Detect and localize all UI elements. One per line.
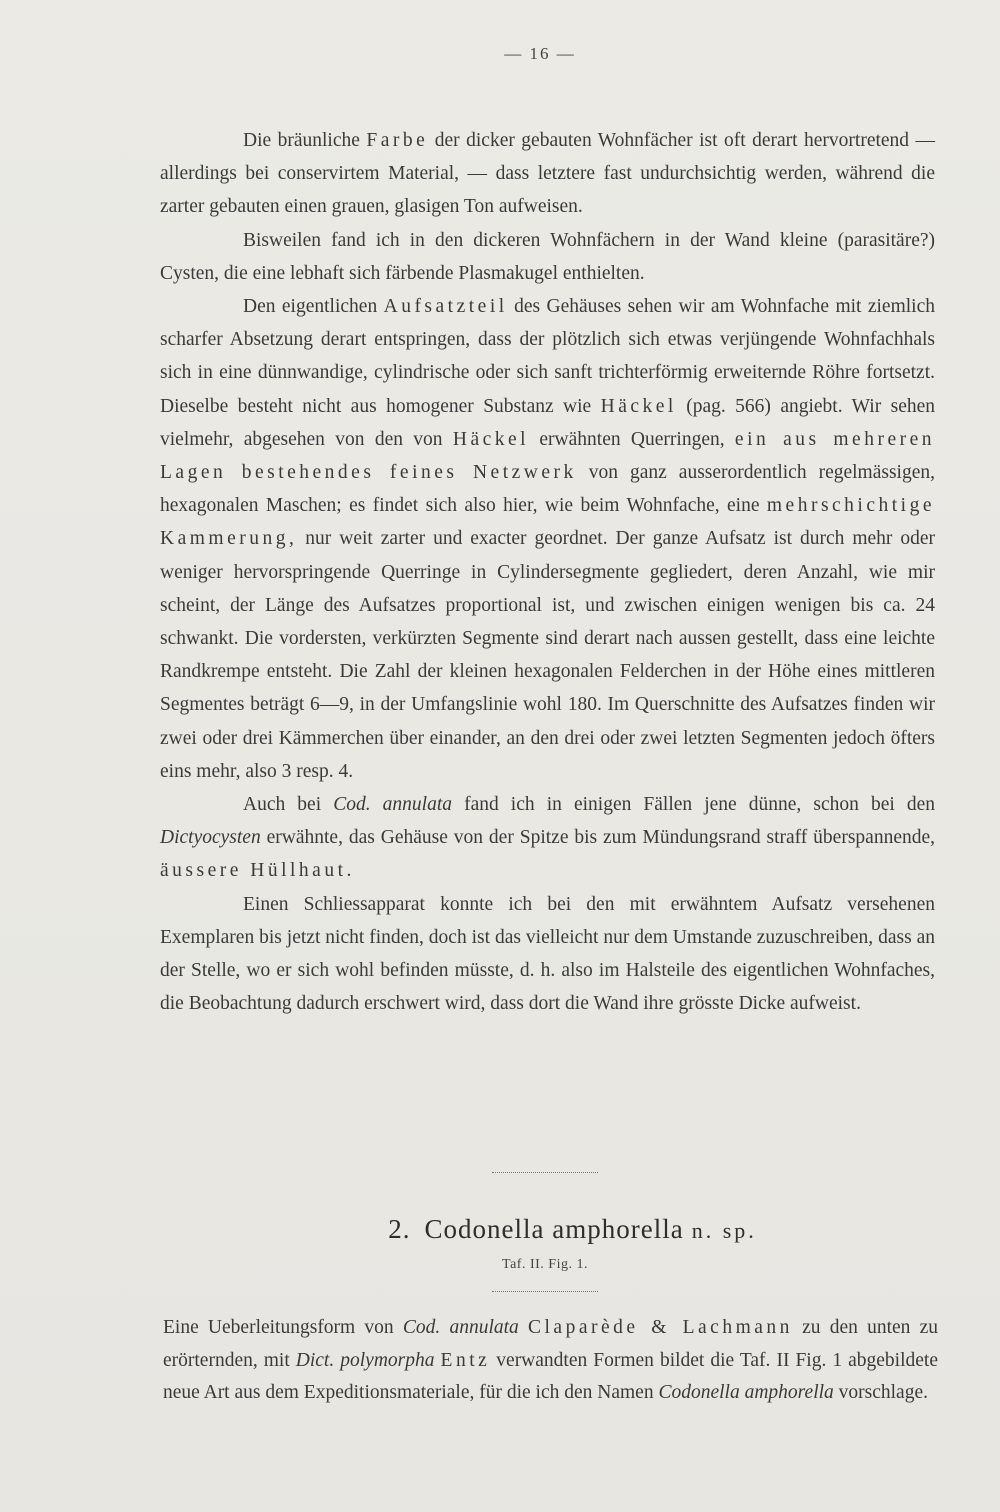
paragraph-5: Einen Schliessapparat konnte ich bei den mit erwähntem Aufsatz versehenen Exemplaren bis jetzt nicht finden, doch ist das vielleicht nur dem Umstande zuzuschreiben, dass an der Stelle, wo er sich wohl befinden müsste, d. h. also im Halsteile des eigentlichen Wohnfaches, die Beobachtung dadurch erschwert wird, dass dort die Wand ihre grösste Dicke aufweist.: [160, 893, 935, 1015]
taxon-dictyocysten: Dictyocysten: [160, 827, 261, 849]
spaced-phrase-netzwerk: ein aus mehreren Lagen bestehendes feines Netzwerk: [160, 428, 935, 484]
author-haeckel: Häckel: [600, 395, 677, 417]
paragraph-6: [163, 1312, 938, 1410]
paragraph-1: [160, 124, 935, 224]
taxon-dict-polymorpha: Dict. polymorpha: [295, 1349, 435, 1371]
authors-claparede-lachmann: Claparède & Lachmann: [528, 1317, 793, 1338]
page-number: — 16 —: [504, 44, 576, 63]
paragraph-3-text-d: erwähnten Querringen,: [529, 428, 735, 450]
author-entz: Entz: [440, 1349, 491, 1371]
separator-dotted-bottom: [492, 1291, 598, 1292]
section-heading: [0, 1214, 1000, 1245]
paragraph-6-end: vorschlage.: [833, 1382, 928, 1403]
paragraph-3-text-c: (pag. 566) angiebt. Wir sehen vielmehr, abgesehen von den von: [160, 395, 935, 450]
taxon-codonella-amphorella: Codonella amphorella: [658, 1382, 834, 1403]
taxon-cod-annulata: Cod. annulata: [333, 794, 453, 816]
paragraph-2: Bisweilen fand ich in den dickeren Wohnfächern in der Wand kleine (parasitäre?) Cysten, die eine lebhaft sich färbende Plasmakugel enthielten.: [160, 229, 935, 284]
paragraph-4-text-c: erwähnte, das Gehäuse von der Spitze bis zum Mündungsrand straff überspannende,: [260, 827, 935, 849]
section-title: Codonella amphorella: [424, 1214, 684, 1244]
paragraph-3-text-b: des Gehäuses sehen wir am Wohnfache mit ziemlich scharfer Absetzung derart entspringen, dass der plötzlich sich etwas verjüngende Wohnfachhals sich in eine dünnwandige, cylindrische oder sich sanft trichterförmig erweiternde Röhre fortsetzt. Dieselbe besteht nicht aus homogener Substanz wie: [160, 296, 935, 417]
paragraph-3-text-f: nur weit zarter und exacter geordnet. Der ganze Aufsatz ist durch mehr oder weniger hervorspringende Querringe in Cylindersegmente gegliedert, deren Anzahl, wie mir scheint, der Länge des Aufsatzes proportional ist, und zwischen einigen wenigen bis ca. 24 schwankt. Die vordersten, verkürzten Segmente sind derart nach aussen gestellt, dass eine leichte Randkrempe entsteht. Die Zahl der kleinen hexagonalen Felderchen in der Höhe eines mittleren Segmentes beträgt 6—9, in der Umfangslinie wohl 180. Im Querschnitte des Aufsatzes finden wir zwei oder drei Kämmerchen über einander, an den drei oder zwei letzten Segmenten jedoch öfters eins mehr, also 3 resp. 4.: [160, 528, 935, 782]
section-number: 2.: [388, 1214, 411, 1244]
paragraph-3-text-e: von ganz ausserordentlich regelmässigen, hexagonalen Maschen; es findet sich also hier, wie beim Wohnfache, eine: [160, 462, 935, 517]
paragraph-4-text-b: fand ich in einigen Fällen jene dünne, schon bei den: [452, 794, 936, 816]
paragraph-4-end: .: [346, 860, 352, 882]
spaced-phrase-kammerung: mehrschichtige Kammerung,: [160, 495, 935, 550]
space: [519, 1317, 528, 1338]
final-body-text: [163, 1312, 938, 1410]
spaced-phrase-huellhaut: äussere Hüllhaut: [160, 860, 347, 882]
paragraph-3: [160, 290, 935, 788]
author-haeckel-2: Häckel: [452, 428, 530, 450]
separator-dotted-top: [492, 1172, 598, 1173]
paragraph-6-text-a: Eine Ueberleitungsform von: [163, 1317, 403, 1338]
body-text: [160, 124, 935, 1020]
paragraph-4: [160, 788, 935, 888]
taxon-cod-annulata-2: Cod. annulata: [402, 1317, 519, 1338]
paragraph-1-text-cont: der dicker gebauten Wohnfächer ist oft derart hervortretend — allerdings bei conservirtem Material, — dass letztere fast undurchsichtig werden, während die zarter gebauten einen grauen, glasigen Ton aufweisen.: [160, 130, 936, 218]
paragraph-1-text: Die bräunliche: [243, 130, 367, 151]
spaced-term-farbe: Farbe: [366, 130, 429, 151]
paragraph-6-text-c: verwandten Formen bildet die Taf. II Fig. 1 abgebildete neue Art aus dem Expeditionsmateriale, für die ich den Namen: [163, 1349, 938, 1403]
plate-reference: Taf. II. Fig. 1.: [502, 1257, 588, 1272]
spaced-term-aufsatzteil: Aufsatzteil: [383, 296, 508, 318]
section-suffix: n. sp.: [691, 1218, 757, 1243]
paragraph-6-text-b: zu den unten zu erörternden, mit: [163, 1317, 938, 1371]
paragraph-4-text-a: Auch bei: [243, 794, 334, 816]
paragraph-3-text-a: Den eigentlichen: [243, 296, 384, 318]
